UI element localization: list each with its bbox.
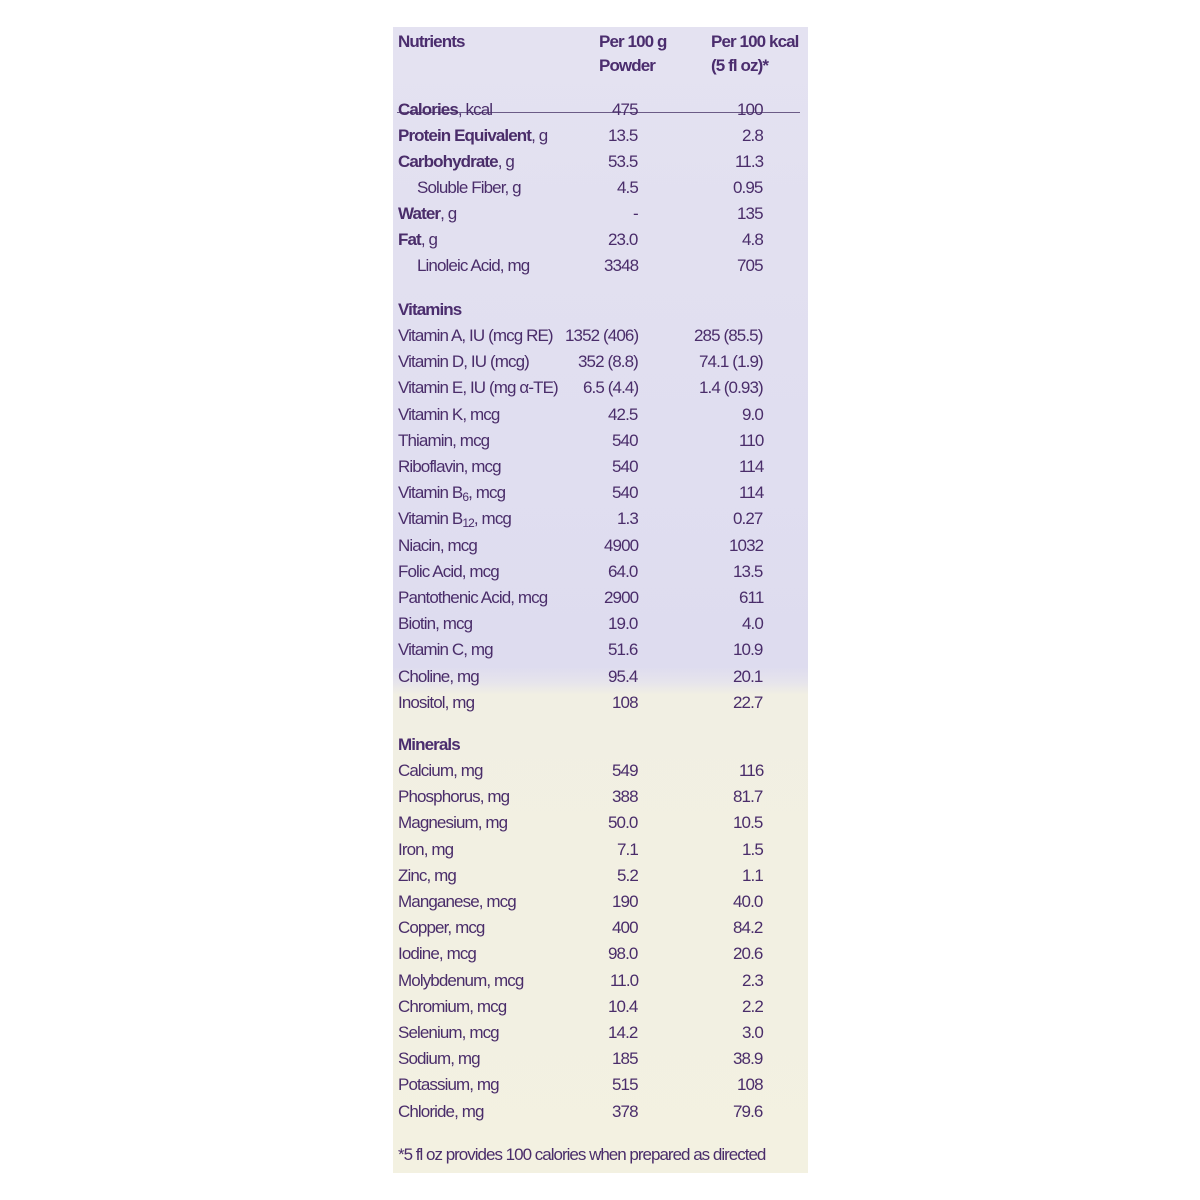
vitamin-name-text: Thiamin, mcg (398, 430, 490, 450)
mineral-row (393, 784, 808, 810)
value-per-100g: 388 (612, 787, 638, 807)
mineral-name: Magnesium, mg (398, 813, 508, 833)
value-per-100kcal: 81.7 (733, 787, 763, 807)
vitamin-name-text: Biotin, mcg (398, 614, 473, 634)
mineral-row (393, 889, 808, 915)
nutrient-name-rest: , kcal (457, 100, 493, 119)
mineral-row (393, 1020, 808, 1046)
value-per-100g: 190 (612, 892, 638, 911)
nutrient-name-rest: , g (497, 152, 514, 171)
value-per-100g: 6.5 (4.4) (583, 378, 639, 398)
mineral-row (393, 810, 808, 836)
value-per-100kcal: 10.9 (733, 640, 763, 660)
nutrient-name-bold: Calories (398, 100, 458, 119)
value-per-100kcal: 11.3 (735, 152, 764, 171)
mineral-row (393, 1099, 808, 1125)
vitamin-name (398, 611, 472, 637)
value-per-100kcal: 108 (737, 1075, 763, 1095)
value-per-100g: 540 (612, 430, 638, 450)
value-per-100kcal: 0.27 (733, 509, 763, 529)
value-per-100kcal: 4.0 (742, 614, 763, 634)
nutrient-name-rest: , g (531, 126, 548, 145)
value-per-100kcal: 705 (737, 256, 763, 275)
per-100kcal-header-line1: Per 100 kcal (711, 32, 799, 51)
value-per-100g: 95.4 (608, 666, 638, 686)
value-per-100kcal: 100 (737, 100, 763, 119)
vitamin-name (398, 349, 529, 375)
per-100g-header-line1: Per 100 g (599, 32, 667, 51)
vitamin-name (398, 585, 547, 611)
value-per-100g: 549 (612, 761, 638, 780)
footnote: *5 fl oz provides 100 calories when prepared as directed (398, 1145, 766, 1164)
value-per-100g: 540 (612, 457, 638, 476)
nutrient-name-rest: , g (420, 230, 438, 249)
value-per-100g: 1352 (406) (565, 326, 639, 345)
nutrient-row (393, 201, 808, 227)
vitamin-name-text: Vitamin B (398, 509, 463, 529)
value-per-100g: 475 (612, 100, 638, 119)
mineral-name: Chloride, mg (398, 1101, 484, 1121)
vitamin-row (393, 349, 808, 375)
value-per-100g: 64.0 (608, 561, 638, 581)
mineral-row (393, 968, 808, 994)
vitamin-row (393, 375, 808, 401)
value-per-100g: 98.0 (608, 944, 638, 964)
value-per-100g: 352 (8.8) (578, 352, 638, 372)
vitamin-row (393, 637, 808, 663)
mineral-name: Iron, mg (398, 839, 454, 859)
vitamin-name (398, 637, 493, 663)
mineral-name: Molybdenum, mcg (398, 970, 524, 990)
value-per-100g: 400 (612, 918, 638, 938)
value-per-100kcal: 285 (85.5) (694, 326, 763, 345)
vitamin-name-tail: , mcg (468, 483, 506, 503)
vitamin-row (393, 690, 808, 716)
mineral-name: Potassium, mg (398, 1075, 499, 1095)
vitamin-row (393, 480, 808, 506)
vitamin-name-text: Pantothenic Acid, mcg (398, 588, 548, 607)
value-per-100g: 4.5 (617, 178, 638, 197)
mineral-row (393, 863, 808, 889)
value-per-100kcal: 611 (739, 588, 764, 607)
vitamin-row (393, 428, 808, 454)
per-100kcal-header-line2: (5 fl oz)* (711, 56, 769, 75)
vitamin-name (398, 428, 489, 454)
value-per-100kcal: 3.0 (742, 1023, 763, 1042)
value-per-100g: 1.3 (617, 509, 638, 529)
nutrient-row (393, 97, 808, 123)
nutrient-row (393, 227, 808, 253)
value-per-100g: 108 (612, 692, 638, 712)
value-per-100g: 2900 (604, 588, 639, 607)
vitamin-row (393, 454, 808, 480)
value-per-100kcal: 135 (737, 204, 763, 223)
value-per-100kcal: 20.6 (733, 944, 763, 964)
value-per-100kcal: 20.1 (733, 666, 763, 686)
mineral-row (393, 1072, 808, 1098)
value-per-100kcal: 13.5 (733, 561, 763, 581)
nutrient-row (393, 175, 808, 201)
vitamin-row (393, 611, 808, 637)
value-per-100kcal: 1032 (729, 535, 764, 555)
minerals-heading: Minerals (398, 735, 460, 754)
vitamin-subscript: 6 (462, 490, 469, 505)
vitamin-name (398, 402, 499, 428)
vitamin-row (393, 323, 808, 349)
nutrient-name-rest: , g (440, 204, 457, 223)
value-per-100kcal: 114 (739, 457, 764, 476)
nutrient-name (417, 175, 521, 201)
mineral-name: Iodine, mcg (398, 944, 476, 964)
vitamin-name (398, 664, 479, 690)
value-per-100g: 42.5 (608, 404, 638, 424)
value-per-100kcal: 2.2 (742, 996, 763, 1016)
value-per-100g: 7.1 (617, 839, 638, 859)
value-per-100g: 3348 (604, 256, 639, 275)
value-per-100g: 13.5 (608, 126, 638, 145)
value-per-100kcal: 2.8 (742, 126, 763, 145)
vitamin-name (398, 533, 477, 559)
vitamin-row (393, 506, 808, 532)
value-per-100g: 53.5 (608, 152, 638, 171)
nutrition-panel (393, 27, 808, 1173)
vitamin-name (398, 375, 558, 401)
value-per-100kcal: 4.8 (742, 230, 763, 249)
mineral-name: Chromium, mcg (398, 996, 507, 1016)
mineral-name: Zinc, mg (398, 865, 456, 885)
vitamin-name-text: Vitamin K, mcg (398, 404, 500, 424)
vitamin-row (393, 402, 808, 428)
vitamin-name (398, 690, 474, 716)
mineral-name: Selenium, mcg (398, 1023, 499, 1042)
per-100kcal-header (711, 30, 799, 78)
value-per-100kcal: 2.3 (742, 970, 763, 990)
mineral-name: Copper, mcg (398, 918, 485, 938)
nutrient-name (398, 227, 437, 253)
nutrient-name-bold: Fat (398, 230, 421, 249)
nutrient-name-bold: Protein Equivalent (398, 126, 532, 145)
value-per-100kcal: 114 (739, 483, 764, 503)
value-per-100g: 515 (612, 1075, 638, 1095)
value-per-100kcal: 1.5 (742, 839, 763, 859)
nutrient-name (398, 149, 514, 175)
value-per-100g: 19.0 (608, 614, 638, 634)
value-per-100kcal: 22.7 (733, 692, 763, 712)
per-100g-header (599, 30, 667, 78)
nutrient-row (393, 253, 808, 279)
mineral-name: Calcium, mg (398, 761, 483, 780)
value-per-100kcal: 9.0 (742, 404, 763, 424)
nutrient-row (393, 123, 808, 149)
mineral-row (393, 994, 808, 1020)
vitamin-row (393, 533, 808, 559)
per-100g-header-line2: Powder (599, 56, 656, 75)
nutrient-name (398, 123, 547, 149)
mineral-name: Phosphorus, mg (398, 787, 510, 807)
value-per-100g: 11.0 (610, 970, 639, 990)
value-per-100g: 5.2 (617, 865, 638, 885)
nutrient-row (393, 149, 808, 175)
value-per-100g: 50.0 (608, 813, 638, 833)
vitamin-name-text: Vitamin A, IU (mcg RE) (398, 326, 553, 345)
value-per-100kcal: 1.1 (742, 865, 763, 885)
vitamin-name-text: Vitamin D, IU (mcg) (398, 352, 529, 372)
value-per-100g: - (633, 204, 638, 223)
vitamin-row (393, 559, 808, 585)
value-per-100kcal: 40.0 (733, 892, 763, 911)
mineral-row (393, 758, 808, 784)
mineral-name: Manganese, mcg (398, 892, 516, 911)
vitamin-name (398, 559, 499, 585)
nutrient-name (417, 253, 529, 279)
vitamin-name-tail: , mcg (473, 509, 511, 529)
vitamin-name-text: Inositol, mg (398, 692, 475, 712)
nutrient-name-rest: Linoleic Acid, mg (417, 256, 530, 275)
value-per-100kcal: 74.1 (1.9) (699, 352, 763, 372)
nutrient-name (398, 97, 492, 123)
value-per-100g: 10.4 (608, 996, 638, 1016)
nutrient-name (398, 201, 456, 227)
mineral-row (393, 1046, 808, 1072)
vitamin-name-text: Niacin, mcg (398, 535, 477, 555)
vitamin-name-text: Choline, mg (398, 666, 479, 686)
vitamin-row (393, 664, 808, 690)
value-per-100g: 23.0 (608, 230, 638, 249)
value-per-100kcal: 116 (739, 761, 764, 780)
value-per-100g: 4900 (604, 535, 639, 555)
value-per-100kcal: 79.6 (733, 1101, 763, 1121)
vitamin-name (398, 454, 501, 480)
value-per-100kcal: 84.2 (733, 918, 763, 938)
vitamin-name-text: Vitamin B (398, 483, 463, 503)
mineral-row (393, 941, 808, 967)
nutrient-name-bold: Carbohydrate (398, 152, 498, 171)
vitamin-subscript: 12 (462, 516, 474, 531)
vitamin-name-text: Riboflavin, mcg (398, 457, 501, 476)
vitamin-name (398, 323, 553, 349)
vitamin-row (393, 585, 808, 611)
value-per-100g: 14.2 (608, 1023, 638, 1042)
value-per-100g: 185 (612, 1049, 638, 1069)
nutrient-name-bold: Water (398, 204, 441, 223)
mineral-row (393, 837, 808, 863)
value-per-100g: 378 (612, 1101, 638, 1121)
value-per-100kcal: 1.4 (0.93) (699, 378, 763, 398)
vitamin-name-text: Vitamin C, mg (398, 640, 493, 660)
value-per-100kcal: 38.9 (733, 1049, 763, 1069)
value-per-100g: 540 (612, 483, 638, 503)
mineral-row (393, 915, 808, 941)
vitamin-name-text: Vitamin E, IU (mg α-TE) (398, 378, 558, 398)
value-per-100g: 51.6 (608, 640, 638, 660)
vitamin-name (398, 506, 511, 532)
value-per-100kcal: 10.5 (733, 813, 763, 833)
vitamin-name (398, 480, 505, 506)
value-per-100kcal: 110 (739, 430, 764, 450)
vitamin-name-text: Folic Acid, mcg (398, 561, 499, 581)
mineral-name: Sodium, mg (398, 1049, 480, 1069)
value-per-100kcal: 0.95 (733, 178, 763, 197)
nutrients-header: Nutrients (398, 32, 465, 51)
nutrient-name-rest: Soluble Fiber, g (417, 178, 521, 197)
vitamins-heading: Vitamins (398, 300, 462, 319)
